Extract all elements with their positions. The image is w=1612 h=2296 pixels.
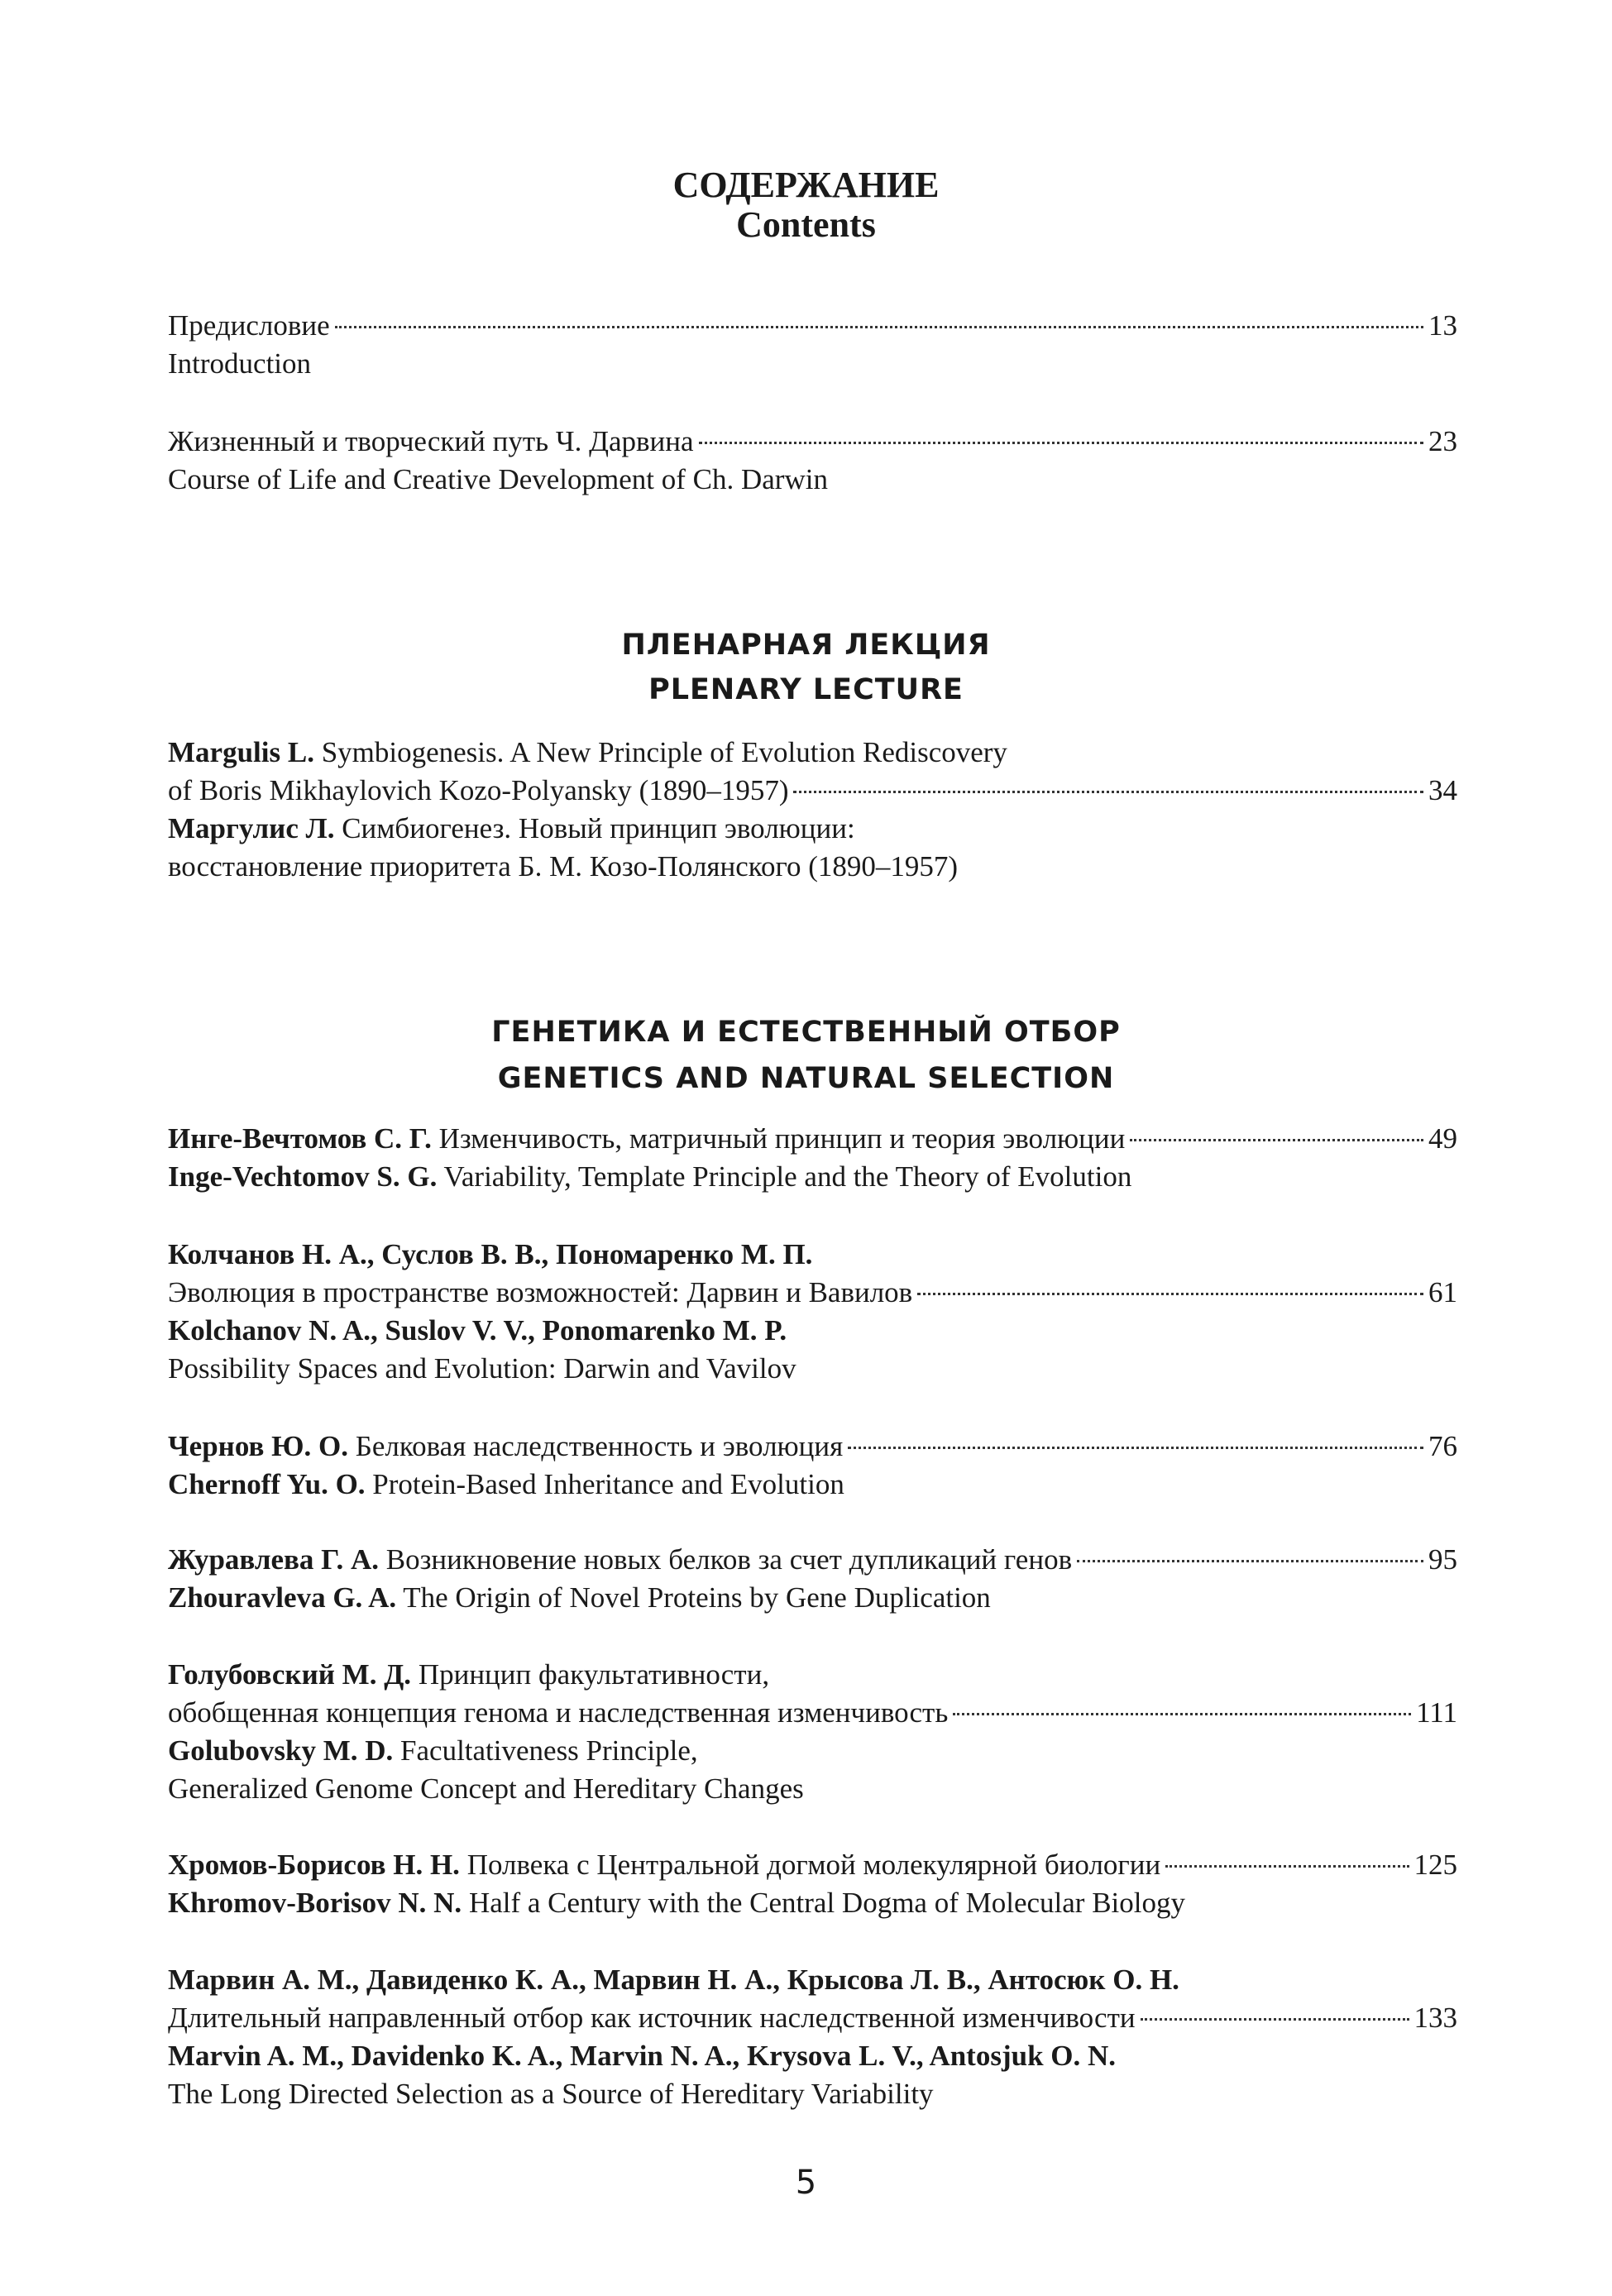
entry-title-en: Variability, Template Principle and the Theory of Evolution bbox=[443, 1160, 1132, 1193]
entry-author-en: Golubovsky M. D. bbox=[168, 1734, 394, 1767]
toc-entry-preface[interactable] bbox=[168, 307, 1457, 345]
toc-entry-chernov[interactable] bbox=[168, 1428, 1457, 1466]
leader-dots bbox=[335, 326, 1423, 328]
toc-entry-line bbox=[168, 1884, 1457, 1922]
entry-title-ru: обобщенная концепция генома и наследственная изменчивость bbox=[168, 1696, 949, 1729]
entry-title-ru: Симбиогенез. Новый принцип эволюции: bbox=[342, 812, 855, 844]
contents-heading-ru: СОДЕРЖАНИЕ bbox=[672, 165, 940, 205]
toc-entry-line bbox=[168, 1158, 1457, 1196]
entry-title-en: Half a Century with the Central Dogma of Molecular Biology bbox=[468, 1887, 1185, 1919]
toc-entry-darwin-life[interactable] bbox=[168, 423, 1457, 461]
leader-dots bbox=[917, 1293, 1423, 1295]
toc-entry-line bbox=[168, 1732, 1457, 1770]
leader-dots bbox=[1165, 1865, 1409, 1868]
toc-entry-line[interactable] bbox=[168, 734, 1457, 772]
entry-author-ru: Хромов-Борисов Н. Н. bbox=[168, 1849, 460, 1881]
leader-dots bbox=[953, 1713, 1411, 1715]
entry-title-en: Generalized Genome Concept and Hereditary Changes bbox=[168, 1772, 804, 1805]
page-number: 95 bbox=[1428, 1543, 1457, 1576]
entry-title-ru: Возникновение новых белков за счет дупликаций генов bbox=[385, 1543, 1073, 1576]
toc-entry-golubovsky[interactable] bbox=[168, 1694, 1457, 1732]
entry-title-en: of Boris Mikhaylovich Kozo-Polyansky (1890–1957) bbox=[168, 774, 789, 806]
entry-title-en: The Origin of Novel Proteins by Gene Duplication bbox=[403, 1581, 991, 1614]
entry-author-ru: Инге-Вечтомов С. Г. bbox=[168, 1122, 432, 1155]
page-number: 111 bbox=[1416, 1696, 1457, 1729]
contents-heading-en: Contents bbox=[736, 204, 876, 245]
entry-title-ru: Жизненный и творческий путь Ч. Дарвина bbox=[168, 425, 694, 457]
entry-title-en: Symbiogenesis. A New Principle of Evolution Rediscovery bbox=[321, 736, 1007, 768]
entry-title-en: Protein-Based Inheritance and Evolution bbox=[372, 1468, 844, 1500]
page-number: 13 bbox=[1428, 309, 1457, 342]
toc-entry-line bbox=[168, 1961, 1457, 1999]
entry-author-en: Chernoff Yu. O. bbox=[168, 1468, 366, 1500]
section-heading-en: PLENARY LECTURE bbox=[648, 673, 964, 706]
entry-author-ru: Чернов Ю. О. bbox=[168, 1430, 349, 1462]
page-number: 34 bbox=[1428, 774, 1457, 806]
page-number: 23 bbox=[1428, 425, 1457, 457]
entry-author-en: Marvin A. M., Davidenko K. A., Marvin N. A., Krysova L. V., Antosjuk O. N. bbox=[168, 2040, 1117, 2072]
page-folio: 5 bbox=[795, 2164, 817, 2202]
toc-entry-kolchanov[interactable] bbox=[168, 1274, 1457, 1312]
entry-title-en: Facultativeness Principle, bbox=[400, 1734, 698, 1767]
entry-title-en: Course of Life and Creative Development of Ch. Darwin bbox=[168, 463, 828, 495]
entry-title-ru: Предисловие bbox=[168, 309, 330, 342]
page-number: 125 bbox=[1413, 1849, 1457, 1881]
entry-author-en: Kolchanov N. A., Suslov V. V., Ponomarenko M. P. bbox=[168, 1314, 787, 1347]
entry-title-en: Possibility Spaces and Evolution: Darwin and Vavilov bbox=[168, 1352, 796, 1385]
entry-title-ru: Изменчивость, матричный принцип и теория эволюции bbox=[438, 1122, 1126, 1155]
leader-dots bbox=[848, 1447, 1423, 1449]
leader-dots bbox=[699, 442, 1423, 444]
page-number: 76 bbox=[1428, 1430, 1457, 1462]
leader-dots bbox=[1077, 1560, 1423, 1562]
entry-title-ru: Длительный направленный отбор как источник наследственной изменчивости bbox=[168, 2002, 1136, 2034]
toc-entry-line bbox=[168, 1466, 1457, 1504]
entry-author-ru: Колчанов Н. А., Суслов В. В., Пономаренко М. П. bbox=[168, 1238, 813, 1270]
toc-entry-line bbox=[168, 810, 1457, 848]
toc-entry-line bbox=[168, 1312, 1457, 1350]
toc-entry-line bbox=[168, 1236, 1457, 1274]
page-number: 133 bbox=[1413, 2002, 1457, 2034]
entry-author-en: Zhouravleva G. A. bbox=[168, 1581, 397, 1614]
toc-entry-zhuravleva[interactable] bbox=[168, 1541, 1457, 1579]
leader-dots bbox=[1141, 2018, 1409, 2021]
entry-title-en: The Long Directed Selection as a Source of Hereditary Variability bbox=[168, 2078, 934, 2110]
page-number: 61 bbox=[1428, 1276, 1457, 1308]
section-heading-ru: ГЕНЕТИКА И ЕСТЕСТВЕННЫЙ ОТБОР bbox=[491, 1016, 1121, 1049]
toc-entry-khromov-borisov[interactable] bbox=[168, 1846, 1457, 1884]
entry-title-ru: Полвека с Центральной догмой молекулярной биологии bbox=[466, 1849, 1161, 1881]
toc-entry-line bbox=[168, 2037, 1457, 2075]
entry-author-ru: Журавлева Г. А. bbox=[168, 1543, 380, 1576]
page-number: 49 bbox=[1428, 1122, 1457, 1155]
entry-title-ru: Принцип факультативности, bbox=[418, 1658, 770, 1691]
entry-author-en: Khromov-Borisov N. N. bbox=[168, 1887, 462, 1919]
entry-author-ru: Голубовский М. Д. bbox=[168, 1658, 412, 1691]
toc-entry-line bbox=[168, 1656, 1457, 1694]
toc-entry-line bbox=[168, 1579, 1457, 1617]
entry-author-en: Margulis L. bbox=[168, 736, 314, 768]
section-heading-en: GENETICS AND NATURAL SELECTION bbox=[497, 1062, 1115, 1095]
section-heading-ru: ПЛЕНАРНАЯ ЛЕКЦИЯ bbox=[621, 629, 991, 662]
toc-entry-marvin[interactable] bbox=[168, 1999, 1457, 2037]
entry-title-ru: Эволюция в пространстве возможностей: Дарвин и Вавилов bbox=[168, 1276, 913, 1308]
entry-author-en: Inge-Vechtomov S. G. bbox=[168, 1160, 438, 1193]
entry-title-en: Introduction bbox=[168, 347, 312, 380]
toc-entry-inge-vechtomov[interactable] bbox=[168, 1120, 1457, 1158]
entry-author-ru: Марвин А. М., Давиденко К. А., Марвин Н. А., Крысова Л. В., Антосюк О. Н. bbox=[168, 1964, 1179, 1996]
entry-author-ru: Маргулис Л. bbox=[168, 812, 335, 844]
entry-title-ru: Белковая наследственность и эволюция bbox=[355, 1430, 844, 1462]
leader-dots bbox=[1130, 1139, 1423, 1141]
toc-entry-margulis[interactable] bbox=[168, 772, 1457, 810]
entry-title-ru: восстановление приоритета Б. М. Козо-Полянского (1890–1957) bbox=[168, 850, 959, 883]
leader-dots bbox=[793, 791, 1423, 793]
